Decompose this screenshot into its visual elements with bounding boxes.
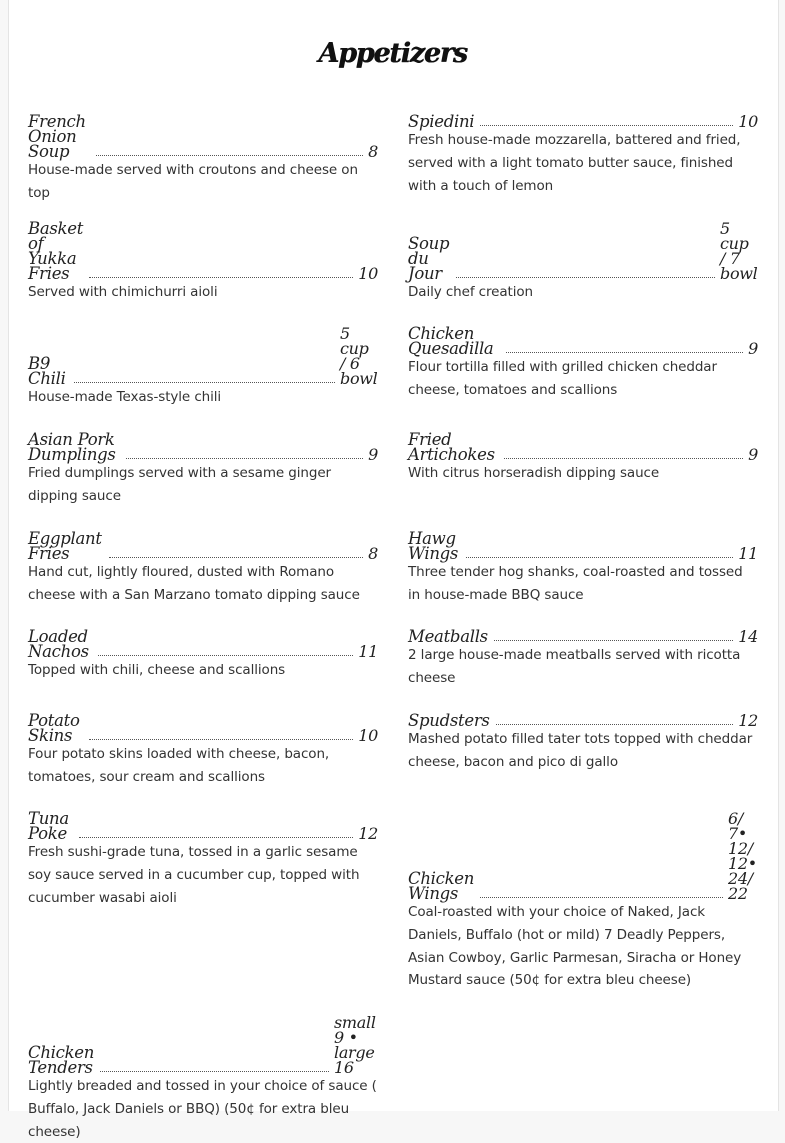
item-name: Spudsters	[408, 711, 490, 730]
menu-item-tuna-poke	[28, 811, 378, 909]
section-title: Appetizers	[318, 38, 467, 69]
item-price: 6/ 7• 12/ 12• 24/ 22	[728, 809, 757, 903]
menu-item-chicken-tenders	[28, 1015, 378, 1143]
menu-item-fried-artichokes	[408, 432, 758, 485]
menu-item-eggplant-fries	[28, 531, 378, 607]
item-name: Basket of Yukka Fries	[28, 219, 84, 283]
item-name: French Onion Soup	[28, 112, 86, 161]
item-description: Hand cut, lightly floured, dusted with Romano cheese with a San Marzano tomato dipping sauce	[28, 564, 360, 603]
item-price: 12	[738, 711, 758, 730]
item-name: Chicken Wings	[408, 869, 475, 903]
item-name: Tuna Poke	[28, 809, 69, 843]
item-price: 9	[748, 445, 758, 464]
item-description: House-made Texas-style chili	[28, 389, 222, 405]
leader-dots	[126, 458, 363, 459]
item-price: 5 cup / 6 bowl	[340, 324, 378, 388]
menu-item-spiedini	[408, 114, 758, 197]
leader-dots	[506, 352, 743, 353]
leader-dots	[480, 125, 733, 126]
leader-dots	[89, 277, 353, 278]
item-name: Chicken Tenders	[28, 1043, 95, 1077]
menu-item-pork-dumplings	[28, 432, 378, 508]
item-description: Mashed potato filled tater tots topped with cheddar cheese, bacon and pico di gallo	[408, 731, 753, 770]
leader-dots	[98, 655, 353, 656]
item-price: 10	[358, 726, 378, 745]
item-description: Served with chimichurri aioli	[28, 284, 218, 300]
leader-dots	[79, 837, 353, 838]
item-name: Potato Skins	[28, 711, 80, 745]
item-price: 12	[358, 824, 378, 843]
item-name: Meatballs	[408, 627, 488, 646]
leader-dots	[456, 277, 715, 278]
leader-dots	[74, 382, 335, 383]
item-name: Spiedini	[408, 112, 475, 131]
menu-item-chicken-quesadilla	[408, 326, 758, 402]
item-description: Fried dumplings served with a sesame ginger dipping sauce	[28, 465, 331, 504]
item-name: Loaded Nachos	[28, 627, 89, 661]
item-name: Eggplant Fries	[28, 529, 102, 563]
item-description: Fresh sushi-grade tuna, tossed in a garlic sesame soy sauce served in a cucumber cup, topped with cucumber wasabi aioli	[28, 844, 360, 906]
leader-dots	[100, 1071, 329, 1072]
menu-item-soup-du-jour	[408, 221, 758, 304]
item-name: B9 Chili	[28, 354, 66, 388]
menu-item-french-onion-soup	[28, 114, 378, 205]
item-price: 10	[738, 112, 758, 131]
item-name: Chicken Quesadilla	[408, 324, 494, 358]
item-name: Fried Artichokes	[408, 430, 495, 464]
item-name: Soup du Jour	[408, 234, 450, 283]
leader-dots	[494, 640, 733, 641]
item-name: Asian Pork Dumplings	[28, 430, 116, 464]
leader-dots	[109, 557, 363, 558]
item-description: Three tender hog shanks, coal-roasted and tossed in house-made BBQ sauce	[408, 564, 743, 603]
item-description: Daily chef creation	[408, 284, 533, 300]
item-price: 10	[358, 264, 378, 283]
menu-item-potato-skins	[28, 713, 378, 789]
item-description: House-made served with croutons and cheese on top	[28, 162, 358, 201]
item-price: 11	[738, 544, 758, 563]
item-price: 8	[368, 142, 378, 161]
leader-dots	[466, 557, 733, 558]
item-description: Coal-roasted with your choice of Naked, Jack Daniels, Buffalo (hot or mild) 7 Deadly Peppers, Asian Cowboy, Garlic Parmesan, Siracha or Honey Mustard sauce (50¢ for extra bleu cheese)	[408, 904, 742, 989]
item-price: 8	[368, 544, 378, 563]
menu-item-yukka-fries	[28, 221, 378, 304]
leader-dots	[96, 155, 363, 156]
menu-item-b9-chili	[28, 326, 378, 409]
item-price: 11	[358, 642, 378, 661]
menu-item-hawg-wings	[408, 531, 758, 607]
item-description: Flour tortilla filled with grilled chicken cheddar cheese, tomatoes and scallions	[408, 359, 717, 398]
item-price: small 9 • large 16	[334, 1013, 376, 1077]
menu-item-meatballs	[408, 629, 758, 690]
leader-dots	[89, 739, 353, 740]
menu-item-spudsters	[408, 713, 758, 774]
item-price: 9	[748, 339, 758, 358]
item-price: 5 cup / 7 bowl	[720, 219, 758, 283]
leader-dots	[496, 724, 734, 725]
item-description: Four potato skins loaded with cheese, bacon, tomatoes, sour cream and scallions	[28, 746, 330, 785]
item-price: 14	[738, 627, 758, 646]
item-price: 9	[368, 445, 378, 464]
item-description: 2 large house-made meatballs served with ricotta cheese	[408, 647, 741, 686]
menu-item-chicken-wings	[408, 811, 758, 992]
menu-item-loaded-nachos	[28, 629, 378, 682]
item-description: Topped with chili, cheese and scallions	[28, 662, 286, 678]
item-description: Fresh house-made mozzarella, battered and fried, served with a light tomato butter sauce, finished with a touch of lemon	[408, 132, 741, 194]
leader-dots	[480, 897, 723, 898]
item-description: With citrus horseradish dipping sauce	[408, 465, 660, 481]
leader-dots	[504, 458, 743, 459]
item-name: Hawg Wings	[408, 529, 459, 563]
item-description: Lightly breaded and tossed in your choice of sauce ( Buffalo, Jack Daniels or BBQ) (50¢ for extra bleu cheese)	[28, 1078, 377, 1140]
